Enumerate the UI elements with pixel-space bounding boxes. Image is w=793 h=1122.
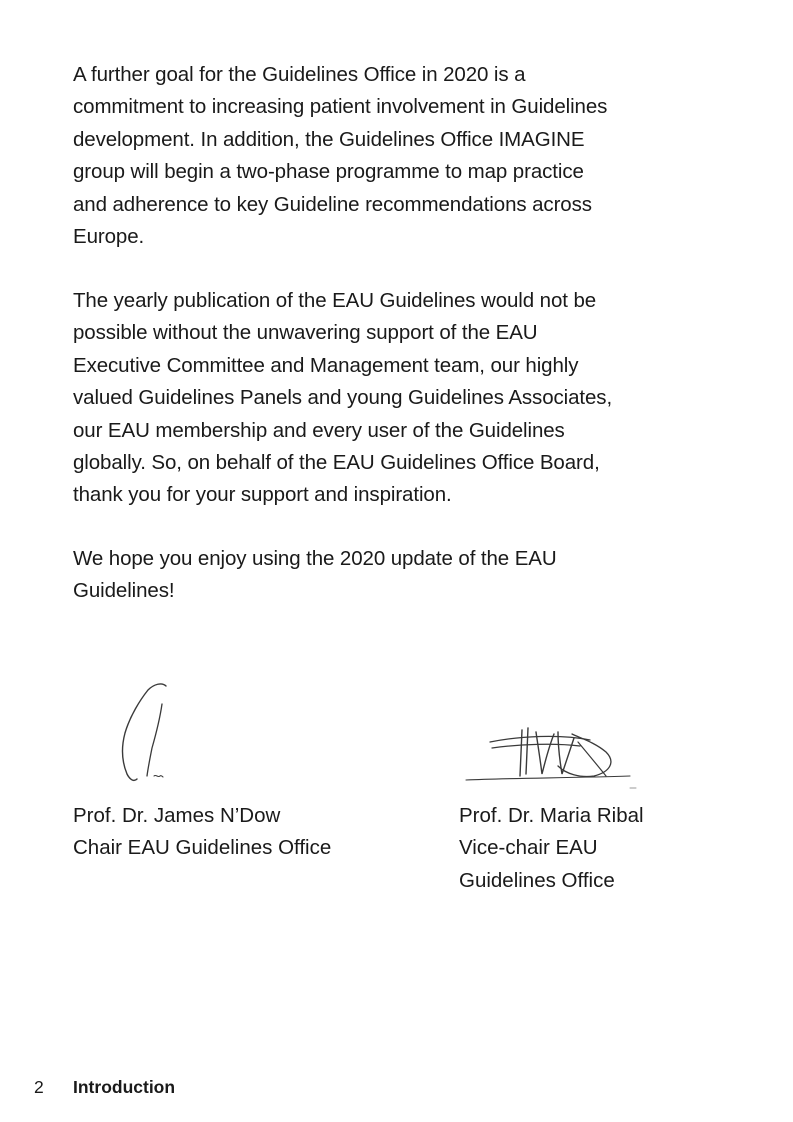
- paragraph-line: A further goal for the Guidelines Office in 2020 is a: [73, 63, 526, 86]
- section-title: Introduction: [73, 1077, 176, 1097]
- paragraph-line: possible without the unwavering support of the EAU: [73, 321, 538, 345]
- paragraph-line: We hope you enjoy using the 2020 update of the EAU: [73, 547, 557, 570]
- paragraph-line: Executive Committee and Management team, our highly: [73, 353, 579, 377]
- signatory-role: Chair EAU Guidelines Office: [73, 836, 332, 860]
- paragraph-line: globally. So, on behalf of the EAU Guidelines Office Board,: [73, 451, 600, 475]
- paragraph-line: development. In addition, the Guidelines Office IMAGINE: [73, 127, 585, 151]
- paragraph-line: our EAU membership and every user of the Guidelines: [73, 418, 565, 442]
- paragraph-line: commitment to increasing patient involvement in Guidelines: [73, 95, 608, 119]
- paragraph-closing: [73, 543, 713, 608]
- paragraph-line: Guidelines!: [73, 579, 175, 603]
- paragraph-line: The yearly publication of the EAU Guidelines would not be: [73, 289, 597, 312]
- signatory-name: Prof. Dr. Maria Ribal: [459, 804, 644, 827]
- signature-vice-chair: [460, 718, 645, 793]
- paragraph-line: Europe.: [73, 225, 145, 249]
- signatory-role: Guidelines Office: [459, 868, 615, 892]
- signatory-name: Prof. Dr. James N’Dow: [73, 804, 281, 827]
- signature-chair: [110, 678, 190, 788]
- paragraph-line: and adherence to key Guideline recommendations across: [73, 192, 592, 216]
- paragraph-acknowledgements: [73, 285, 713, 512]
- signatory-role: Vice-chair EAU: [459, 836, 598, 860]
- paragraph-line: thank you for your support and inspiration.: [73, 483, 452, 507]
- signatory-vice-chair: [459, 800, 719, 897]
- paragraph-line: valued Guidelines Panels and young Guidelines Associates,: [73, 386, 613, 410]
- paragraph-line: group will begin a two-phase programme to map practice: [73, 160, 584, 184]
- signatory-chair: [73, 800, 433, 865]
- paragraph-goals: [73, 59, 713, 253]
- page-number: 2: [34, 1077, 44, 1097]
